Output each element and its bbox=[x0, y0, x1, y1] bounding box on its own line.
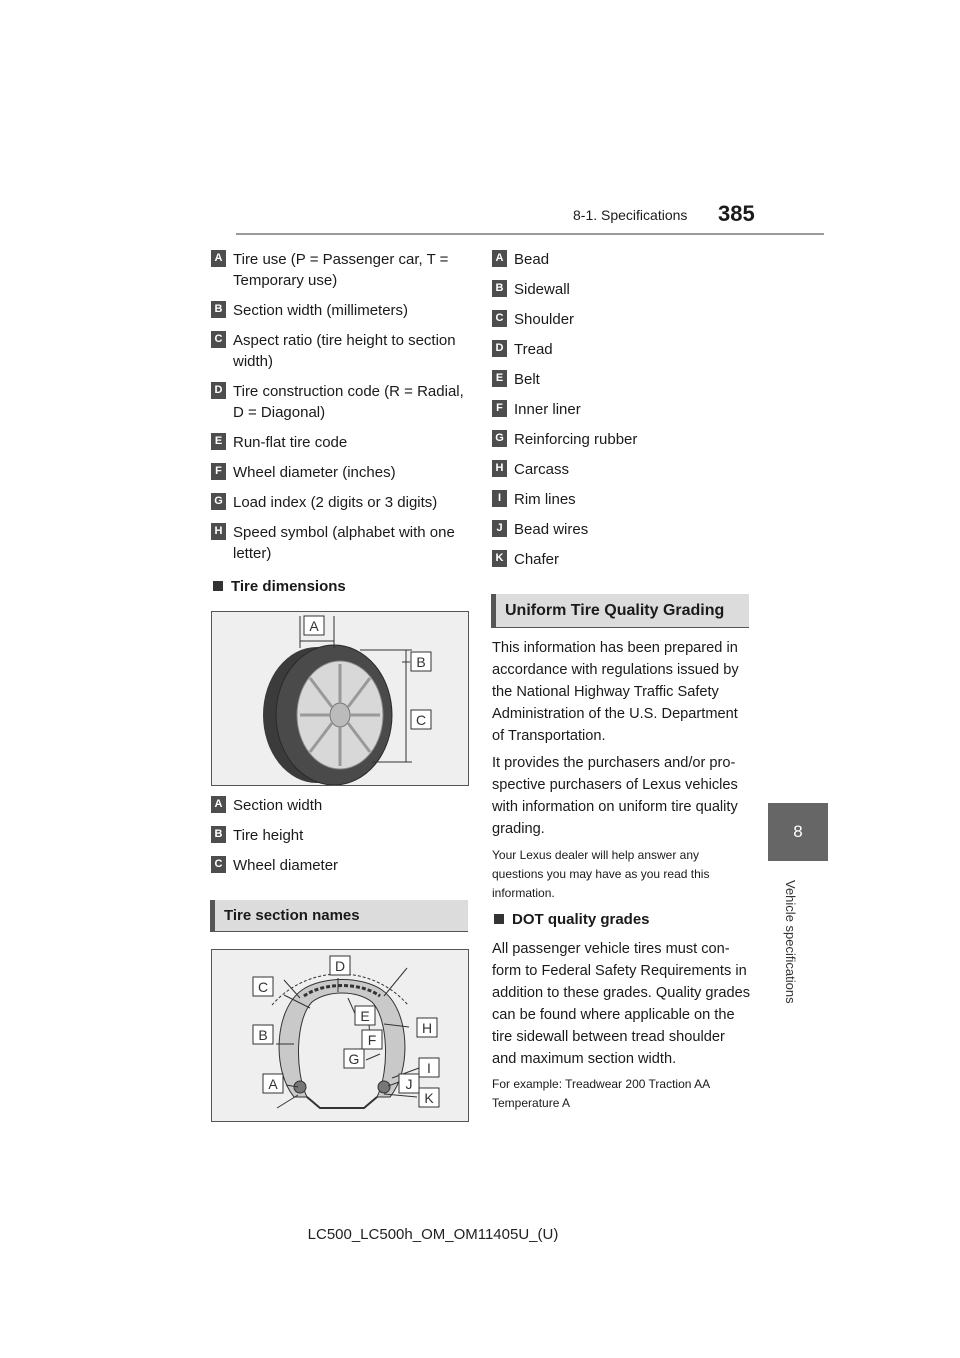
legend-text: Tire construction code (R = Radial, D = Diagonal) bbox=[233, 383, 464, 421]
uniform-grading-paragraph-1: This information has been prepared in accordance with regulations issued by the National Highway Traffic Safety Administration of the U.S. Department of Transportation. bbox=[492, 640, 739, 744]
dot-grades-example: For example: Treadwear 200 Traction AA Temperature A bbox=[492, 1077, 710, 1110]
figure-label-k: K bbox=[424, 1090, 434, 1106]
figure-label-d: D bbox=[334, 958, 346, 974]
legend-item bbox=[211, 249, 466, 291]
legend-text: Reinforcing rubber bbox=[514, 431, 638, 448]
legend-item bbox=[211, 522, 466, 564]
legend-item bbox=[492, 459, 752, 480]
legend-text: Shoulder bbox=[514, 311, 575, 328]
heading-text: Tire dimensions bbox=[231, 578, 346, 595]
dot-grades-heading bbox=[494, 911, 650, 928]
tire-dimensions-heading bbox=[213, 578, 346, 595]
figure-label-j: J bbox=[405, 1076, 413, 1092]
legend-text: Carcass bbox=[514, 461, 570, 478]
letter-badge: B bbox=[211, 826, 226, 843]
dealer-note: Your Lexus dealer will help answer any questions you may have as you read this information. bbox=[492, 848, 710, 900]
letter-badge: F bbox=[492, 400, 507, 417]
legend-text: Run-flat tire code bbox=[233, 434, 348, 451]
letter-badge: A bbox=[211, 796, 226, 813]
dot-grades-paragraph: All passenger vehicle tires must con-form to Federal Safety Requirements in addition to these grades. Quality grades can be found where applicable on the tire sidewall between tread shoulder and maximum section width. bbox=[492, 941, 750, 1067]
legend-text: Wheel diameter (inches) bbox=[233, 464, 396, 481]
document-code: LC500_LC500h_OM_OM11405U_(U) bbox=[307, 1226, 559, 1243]
legend-item bbox=[211, 432, 466, 453]
legend-text: Aspect ratio (tire height to section width) bbox=[233, 332, 456, 370]
legend-text: Chafer bbox=[514, 551, 560, 568]
legend-item bbox=[492, 429, 752, 450]
tire-section-names-heading: Tire section names bbox=[210, 900, 468, 932]
legend-item bbox=[492, 309, 752, 330]
figure-label-c: C bbox=[415, 712, 427, 728]
square-bullet-icon bbox=[213, 581, 223, 591]
legend-item bbox=[492, 399, 752, 420]
legend-item bbox=[211, 300, 466, 321]
legend-item bbox=[211, 492, 466, 513]
page-number: 385 bbox=[718, 201, 755, 226]
tire-dimensions-legend bbox=[211, 795, 466, 885]
legend-item bbox=[211, 462, 466, 483]
legend-item bbox=[492, 249, 752, 270]
tire-cross-section-illustration bbox=[212, 950, 468, 1121]
figure-label-i: I bbox=[427, 1060, 431, 1076]
legend-text: Load index (2 digits or 3 digits) bbox=[233, 494, 438, 511]
footer bbox=[0, 1226, 960, 1243]
chapter-tab-label: Vehicle specifications bbox=[783, 880, 798, 1004]
letter-badge: E bbox=[211, 433, 226, 450]
heading-text: DOT quality grades bbox=[512, 911, 650, 928]
legend-text: Tread bbox=[514, 341, 553, 358]
legend-text: Section width (millimeters) bbox=[233, 302, 409, 319]
letter-badge: A bbox=[211, 250, 226, 267]
legend-item bbox=[492, 519, 752, 540]
legend-item bbox=[211, 855, 466, 876]
letter-badge: D bbox=[211, 382, 226, 399]
letter-badge: C bbox=[211, 856, 226, 873]
figure-label-e: E bbox=[360, 1008, 370, 1024]
figure-label-h: H bbox=[421, 1020, 433, 1036]
legend-text: Speed symbol (alphabet with one letter) bbox=[233, 524, 455, 562]
tire-size-legend bbox=[211, 249, 466, 573]
section-title: 8-1. Specifications bbox=[573, 207, 688, 223]
legend-item bbox=[211, 795, 466, 816]
header-divider bbox=[236, 233, 824, 235]
legend-text: Inner liner bbox=[514, 401, 581, 418]
letter-badge: H bbox=[492, 460, 507, 477]
legend-item bbox=[492, 549, 752, 570]
letter-badge: E bbox=[492, 370, 507, 387]
figure-label-b: B bbox=[258, 1027, 268, 1043]
legend-item bbox=[211, 825, 466, 846]
chapter-tab[interactable]: 8 bbox=[768, 803, 828, 861]
legend-item bbox=[211, 381, 466, 423]
letter-badge: B bbox=[211, 301, 226, 318]
tire-wheel-illustration bbox=[212, 612, 468, 785]
letter-badge: A bbox=[492, 250, 507, 267]
tire-section-legend bbox=[492, 249, 752, 579]
legend-item bbox=[211, 330, 466, 372]
uniform-grading-paragraph-2: It provides the purchasers and/or pro-spective purchasers of Lexus vehicles with information on uniform tire quality grading. bbox=[492, 755, 738, 837]
tire-drawing bbox=[263, 645, 392, 785]
letter-badge: G bbox=[211, 493, 226, 510]
legend-text: Tire use (P = Passenger car, T = Temporary use) bbox=[233, 251, 449, 289]
legend-text: Tire height bbox=[233, 827, 304, 844]
letter-badge: H bbox=[211, 523, 226, 540]
figure-label-a: A bbox=[268, 1076, 278, 1092]
legend-text: Bead wires bbox=[514, 521, 589, 538]
legend-text: Belt bbox=[514, 371, 540, 388]
figure-label-g: G bbox=[348, 1051, 360, 1067]
letter-badge: I bbox=[492, 490, 507, 507]
legend-text: Rim lines bbox=[514, 491, 576, 508]
figure-label-a: A bbox=[309, 618, 319, 634]
legend-text: Section width bbox=[233, 797, 323, 814]
uniform-grading-heading: Uniform Tire Quality Grading bbox=[491, 594, 749, 628]
letter-badge: G bbox=[492, 430, 507, 447]
legend-item bbox=[492, 369, 752, 390]
figure-label-f: F bbox=[367, 1032, 377, 1048]
cross-section-drawing bbox=[279, 980, 405, 1109]
legend-text: Bead bbox=[514, 251, 550, 268]
tire-section-figure bbox=[211, 949, 469, 1122]
letter-badge: D bbox=[492, 340, 507, 357]
letter-badge: F bbox=[211, 463, 226, 480]
tire-dimensions-figure bbox=[211, 611, 469, 786]
letter-badge: B bbox=[492, 280, 507, 297]
legend-item bbox=[492, 279, 752, 300]
legend-text: Wheel diameter bbox=[233, 857, 339, 874]
figure-label-c: C bbox=[257, 979, 269, 995]
letter-badge: C bbox=[492, 310, 507, 327]
legend-text: Sidewall bbox=[514, 281, 570, 298]
figure-label-b: B bbox=[416, 654, 426, 670]
legend-item bbox=[492, 339, 752, 360]
letter-badge: J bbox=[492, 520, 507, 537]
legend-item bbox=[492, 489, 752, 510]
square-bullet-icon bbox=[494, 914, 504, 924]
letter-badge: C bbox=[211, 331, 226, 348]
letter-badge: K bbox=[492, 550, 507, 567]
